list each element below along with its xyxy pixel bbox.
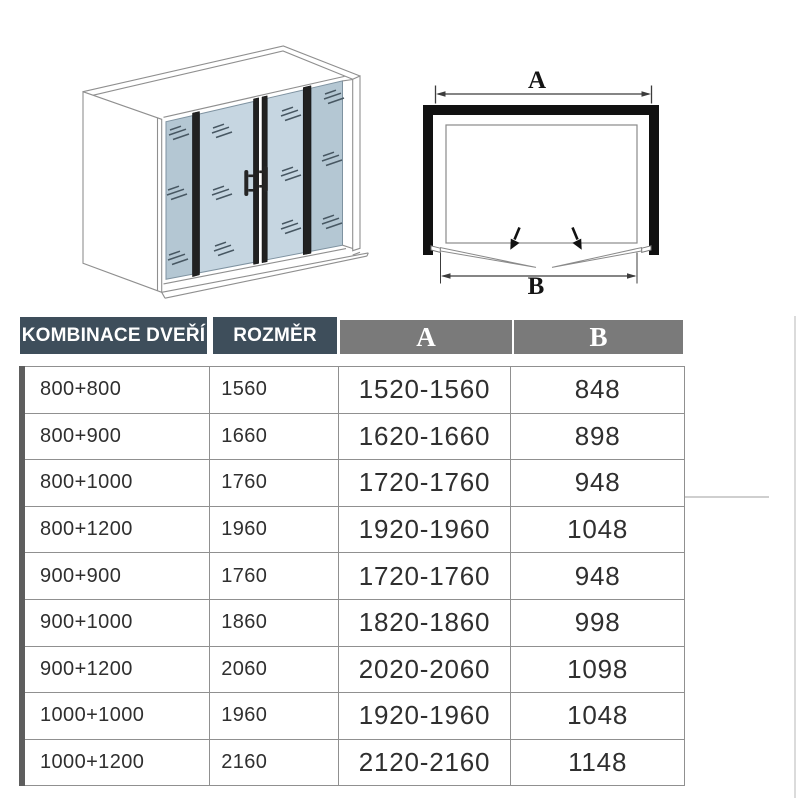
table-row [22,553,685,600]
left-wall [83,92,162,293]
cell-size: 1560 [210,367,338,414]
cell-a: 2120-2160 [338,739,511,786]
hinge-blocks [431,246,651,253]
table-row [22,413,685,460]
cell-combination: 800+1200 [22,506,210,553]
cell-size: 2160 [210,739,338,786]
cell-size: 1960 [210,693,338,740]
shower-3d-drawing [83,46,368,298]
table-row [22,506,685,553]
cell-b: 948 [511,553,685,600]
shower-tray-outline [446,125,637,243]
cell-b: 998 [511,599,685,646]
cell-a: 1820-1860 [338,599,511,646]
table-row [22,739,685,786]
cell-a: 1920-1960 [338,693,511,740]
header-combination [20,317,207,354]
cell-b: 848 [511,367,685,414]
cell-size: 1860 [210,599,338,646]
cell-b: 1098 [511,646,685,693]
cell-b: 898 [511,413,685,460]
cell-combination: 1000+1200 [22,739,210,786]
cell-combination: 800+800 [22,367,210,414]
cell-size: 2060 [210,646,338,693]
cell-a: 1720-1760 [338,553,511,600]
cell-a: 1720-1760 [338,460,511,507]
table-row [22,599,685,646]
table-row [22,367,685,414]
header-combination-label: KOMBINACE DVEŘÍ [21,324,206,346]
cell-b: 1048 [511,693,685,740]
header-size [213,317,337,354]
cell-size: 1760 [210,553,338,600]
fixed-panel-right [311,81,343,251]
table-row [22,646,685,693]
header-b-label: B [589,321,608,352]
diagrams-canvas [0,0,800,310]
header-size-label: ROZMĚR [233,324,317,346]
swing-arrows [510,228,581,250]
cell-combination: 900+1000 [22,599,210,646]
header-a [340,320,512,354]
dimension-b-label: B [527,273,545,300]
table-row [22,460,685,507]
cell-a: 1920-1960 [338,506,511,553]
door-swing-lines [441,248,642,268]
image-seam-artifact [685,496,769,498]
cell-size: 1660 [210,413,338,460]
header-b [514,320,683,354]
cell-size: 1960 [210,506,338,553]
cell-combination: 900+1200 [22,646,210,693]
cell-b: 948 [511,460,685,507]
cell-combination: 900+900 [22,553,210,600]
cell-size: 1760 [210,460,338,507]
cell-combination: 800+900 [22,413,210,460]
page-edge-artifact [794,316,796,798]
right-wall [353,76,360,255]
cell-a: 2020-2060 [338,646,511,693]
cell-a: 1620-1660 [338,413,511,460]
table-row [22,693,685,740]
size-table [19,366,685,786]
cell-combination: 1000+1000 [22,693,210,740]
top-view-diagram [423,86,659,284]
header-a-label: A [416,321,436,352]
cell-a: 1520-1560 [338,367,511,414]
cell-b: 1048 [511,506,685,553]
cell-combination: 800+1000 [22,460,210,507]
dimension-a-label: A [527,67,547,94]
cell-b: 1148 [511,739,685,786]
top-view-frame [423,105,659,255]
